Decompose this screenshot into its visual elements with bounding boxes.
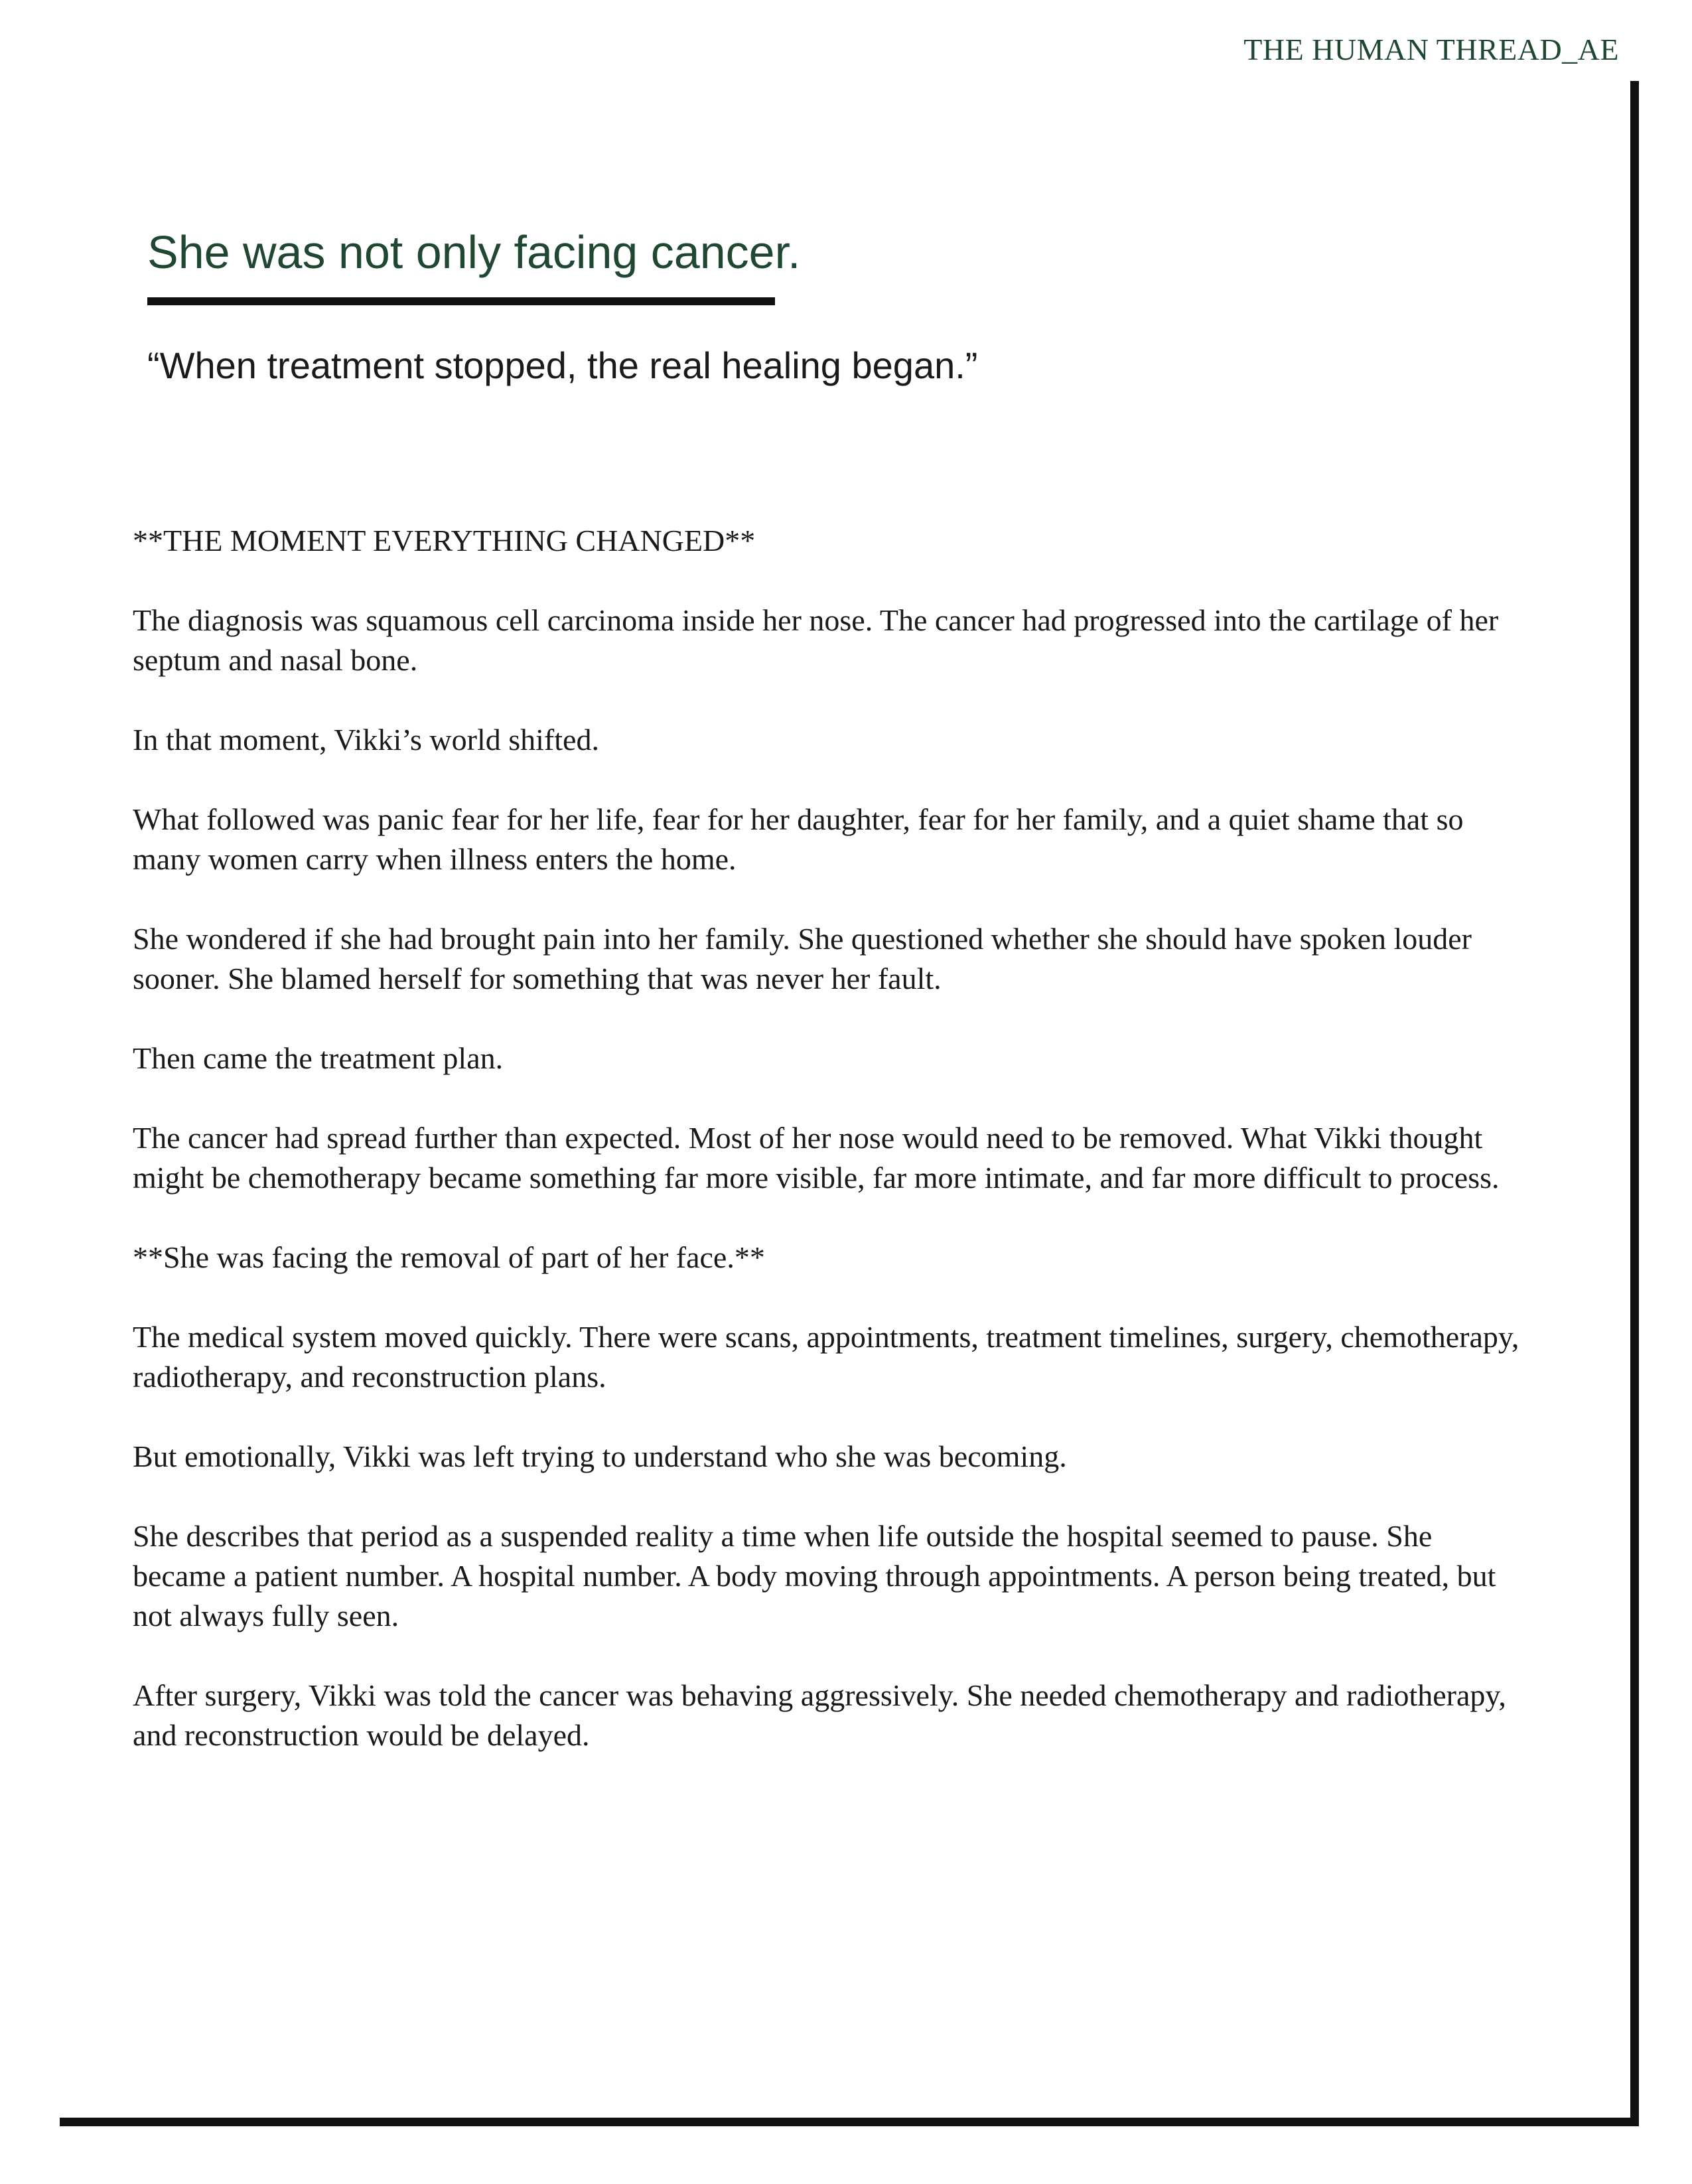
- running-head: THE HUMAN THREAD_AE: [1243, 33, 1619, 66]
- paragraph: In that moment, Vikki’s world shifted.: [133, 723, 599, 757]
- page-frame-right-rule: [1630, 81, 1639, 2126]
- article-body: [133, 521, 1533, 1795]
- paragraph: The cancer had spread further than expected. Most of her nose would need to be removed. What Vikki thought might be chemotherapy became something far more visible, far more intimate, and far more difficult to process.: [133, 1121, 1500, 1195]
- paragraph: But emotionally, Vikki was left trying to understand who she was becoming.: [133, 1439, 1067, 1473]
- paragraph: Then came the treatment plan.: [133, 1041, 504, 1075]
- paragraph: The medical system moved quickly. There were scans, appointments, treatment timelines, surgery, chemotherapy, radiotherapy, and reconstruction plans.: [133, 1320, 1519, 1394]
- emphasis-line: **She was facing the removal of part of her face.**: [133, 1240, 765, 1274]
- pull-quote: “When treatment stopped, the real healing began.”: [147, 344, 978, 386]
- headline-underline-rule: [147, 297, 775, 305]
- paragraph: She wondered if she had brought pain into her family. She questioned whether she should have spoken louder sooner. She blamed herself for something that was never her fault.: [133, 922, 1472, 995]
- paragraph: She describes that period as a suspended reality a time when life outside the hospital seemed to pause. She became a patient number. A hospital number. A body moving through appointments. A person being treated, but not always fully seen.: [133, 1519, 1496, 1633]
- headline: She was not only facing cancer.: [147, 226, 801, 278]
- page-frame-bottom-rule: [60, 2118, 1639, 2126]
- paragraph: What followed was panic fear for her life, fear for her daughter, fear for her family, and a quiet shame that so many women carry when illness enters the home.: [133, 802, 1464, 876]
- section-heading: **THE MOMENT EVERYTHING CHANGED**: [133, 524, 756, 557]
- paragraph: The diagnosis was squamous cell carcinoma inside her nose. The cancer had progressed into the cartilage of her septum and nasal bone.: [133, 603, 1499, 677]
- paragraph: After surgery, Vikki was told the cancer was behaving aggressively. She needed chemotherapy and radiotherapy, and reconstruction would be delayed.: [133, 1678, 1506, 1752]
